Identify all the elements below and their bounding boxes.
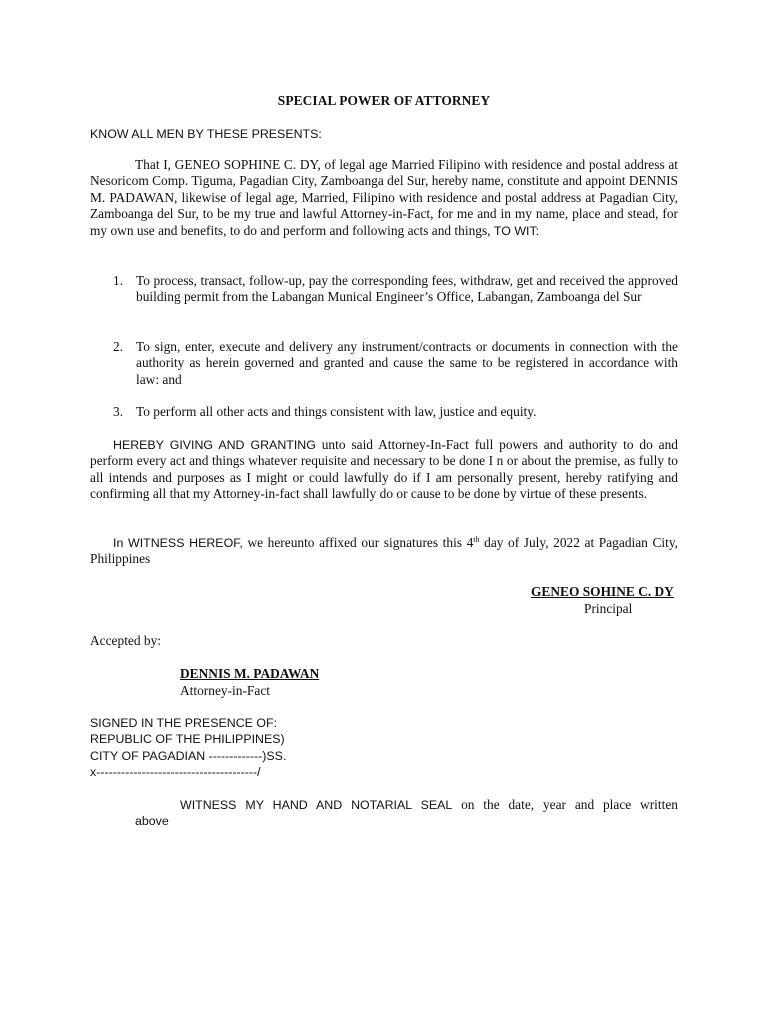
principal-name: GENEO SOHINE C. DY xyxy=(531,584,674,599)
separator-line: x---------------------------------------/ xyxy=(90,765,261,780)
signed-in-presence-block xyxy=(90,715,286,781)
attorney-name: DENNIS M. PADAWAN xyxy=(180,666,320,681)
witness-lead: In WITNESS HEREOF, xyxy=(113,536,243,550)
witness-text: we hereunto affixed our signatures this 4 xyxy=(242,535,474,550)
list-item-text: To perform all other acts and things consistent with law, justice and equity. xyxy=(136,404,537,419)
notarial-text: on the date, year and place written xyxy=(452,797,678,812)
to-wit-label: TO WIT: xyxy=(493,223,540,238)
intro-paragraph xyxy=(90,157,678,239)
signed-line: SIGNED IN THE PRESENCE OF: xyxy=(90,716,278,730)
date-ordinal-suffix: th xyxy=(473,535,480,544)
attorney-role: Attorney-in-Fact xyxy=(180,683,270,698)
granting-lead: HEREBY GIVING AND GRANTING xyxy=(113,438,316,452)
list-item-text: To sign, enter, execute and delivery any instrument/contracts or documents in connection with the authority as herein governed and granted and cause the same to be registered in accordance with law: and xyxy=(136,339,678,387)
notarial-lead: WITNESS MY HAND AND NOTARIAL SEAL xyxy=(180,798,453,812)
list-item-text: To process, transact, follow-up, pay the corresponding fees, withdraw, get and received the approved building permit from the Labangan Munical Engineer’s Office, Labangan, Zamboanga del Sur xyxy=(136,273,678,305)
witness-text-end: day of July, 2022 at Pagadian City, Philippines xyxy=(90,535,679,567)
city-line: CITY OF PAGADIAN -------------)SS. xyxy=(90,748,287,763)
notarial-above: above xyxy=(135,814,169,828)
accepted-by-label: Accepted by: xyxy=(90,633,162,648)
list-item-number: 3. xyxy=(113,404,124,419)
principal-role: Principal xyxy=(584,601,633,616)
notarial-paragraph xyxy=(180,797,678,813)
list-item-number: 1. xyxy=(113,273,124,288)
list-item-number: 2. xyxy=(113,339,124,354)
granting-text: unto said Attorney-In-Fact full powers and authority to do and perform every act and things whatever requisite and necessary to be done I n or about the premise, as fully to all intends and purposes as I might or could lawfully do if I am personally present, hereby ratifying and confirming all that my Attorney-in-fact shall lawfully do or cause to be done by virtue of these presents. xyxy=(90,437,678,502)
document-title: SPECIAL POWER OF ATTORNEY xyxy=(277,93,491,108)
republic-line: REPUBLIC OF THE PHILIPPINES) xyxy=(90,732,285,747)
witness-paragraph xyxy=(90,535,678,568)
know-all-heading: KNOW ALL MEN BY THESE PRESENTS: xyxy=(90,127,322,141)
intro-text: That I, GENEO SOPHINE C. DY, of legal age Married Filipino with residence and postal address at Nesoricom Comp. Tiguma, Pagadian City, Zamboanga del Sur, hereby name, constitute and appoint DENNIS M. PADAWAN, likewise of legal age, Married, Filipino with residence and postal address at Pagadian City, Zamboanga del Sur, to be my true and lawful Attorney-in-Fact, for me and in my name, place and stead, for my own use and benefits, to do and perform and following acts and things, xyxy=(90,157,678,238)
granting-paragraph xyxy=(90,437,678,503)
